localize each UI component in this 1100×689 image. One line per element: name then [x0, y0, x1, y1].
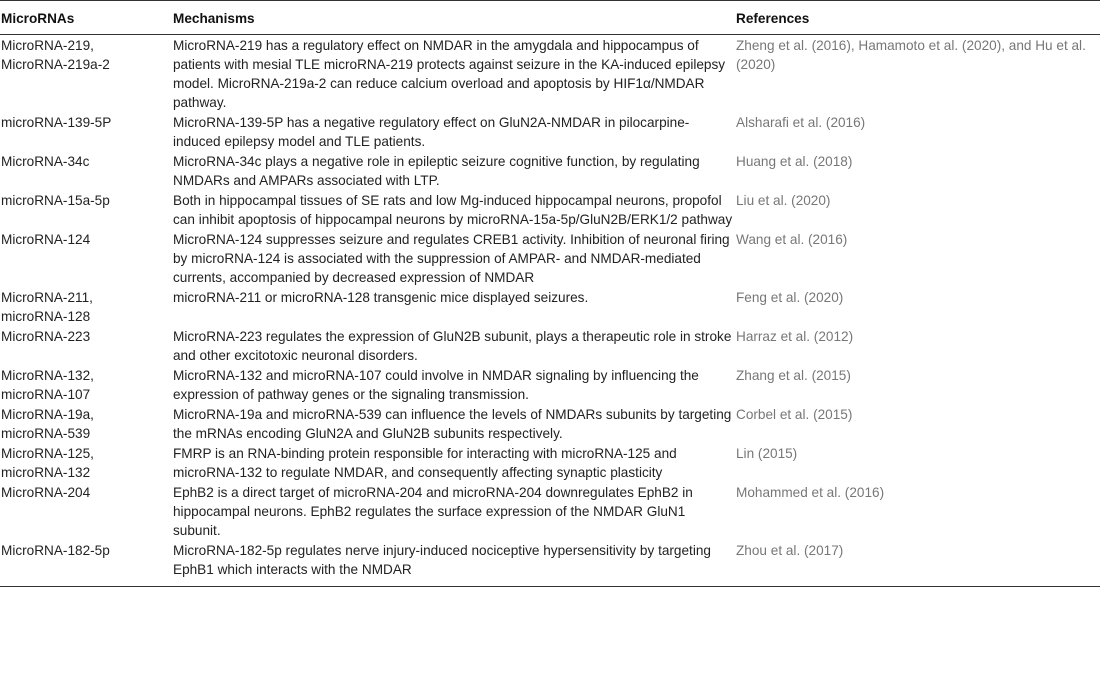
mechanism-cell: MicroRNA-34c plays a negative role in epileptic seizure cognitive function, by regulating NMDARs and AMPARs associated with LTP.	[173, 154, 700, 188]
table-row	[0, 190, 1100, 229]
microrna-cell: MicroRNA-19a, microRNA-539	[1, 407, 94, 441]
mechanism-cell: MicroRNA-182-5p regulates nerve injury-induced nociceptive hypersensitivity by targeting EphB1 which interacts with the NMDAR	[173, 540, 736, 587]
reference-cell: Harraz et al. (2012)	[736, 329, 854, 344]
mechanism-cell: MicroRNA-223 regulates the expression of GluN2B subunit, plays a therapeutic role in stroke and other excitotoxic neuronal disorders.	[173, 329, 732, 363]
table-row	[0, 365, 1100, 404]
reference-cell: Lin (2015)	[736, 446, 798, 461]
reference-cell: Zhang et al. (2015)	[736, 368, 851, 383]
header-row	[0, 1, 1100, 35]
microrna-cell: MicroRNA-211, microRNA-128	[1, 290, 93, 324]
table-row	[0, 326, 1100, 365]
mechanism-cell: Both in hippocampal tissues of SE rats and low Mg-induced hippocampal neurons, propofol can inhibit apoptosis of hippocampal neurons by microRNA-15a-5p/GluN2B/ERK1/2 pathway	[173, 193, 733, 227]
mechanism-cell: FMRP is an RNA-binding protein responsible for interacting with microRNA-125 and microRNA-132 to regulate NMDAR, and consequently affecting synaptic plasticity	[173, 446, 677, 480]
table-row	[0, 229, 1100, 287]
microrna-cell: MicroRNA-223	[1, 329, 91, 344]
mechanism-cell: MicroRNA-132 and microRNA-107 could involve in NMDAR signaling by influencing the expression of pathway genes or the signaling transmission.	[173, 368, 699, 402]
table-row	[0, 35, 1100, 113]
reference-cell: Zheng et al. (2016), Hamamoto et al. (2020), and Hu et al. (2020)	[736, 38, 1086, 72]
table-row	[0, 443, 1100, 482]
table-row	[0, 112, 1100, 151]
microrna-cell: MicroRNA-182-5p	[0, 540, 173, 587]
reference-cell: Alsharafi et al. (2016)	[736, 115, 866, 130]
microrna-cell: microRNA-139-5P	[1, 115, 112, 130]
table-row	[0, 540, 1100, 587]
mechanism-cell: EphB2 is a direct target of microRNA-204 and microRNA-204 downregulates EphB2 in hippocampal neurons. EphB2 regulates the surface expression of the NMDAR GluN1 subunit.	[173, 485, 693, 538]
mechanism-cell: microRNA-211 or microRNA-128 transgenic mice displayed seizures.	[173, 290, 589, 305]
table-row	[0, 287, 1100, 326]
header-microrna: MicroRNAs	[0, 1, 173, 35]
microrna-cell: MicroRNA-34c	[1, 154, 90, 169]
table-row	[0, 404, 1100, 443]
reference-cell: Zhou et al. (2017)	[736, 540, 1100, 587]
table-row	[0, 482, 1100, 540]
table-header	[0, 1, 1100, 35]
microrna-cell: microRNA-15a-5p	[1, 193, 110, 208]
microrna-cell: MicroRNA-132, microRNA-107	[1, 368, 94, 402]
mechanism-cell: MicroRNA-139-5P has a negative regulatory effect on GluN2A-NMDAR in pilocarpine-induced epilepsy model and TLE patients.	[173, 115, 690, 149]
mechanism-cell: MicroRNA-124 suppresses seizure and regulates CREB1 activity. Inhibition of neuronal firing by microRNA-124 is associated with the suppression of AMPAR- and NMDAR-mediated currents, accompanied by decreased expression of NMDAR	[173, 232, 730, 285]
reference-cell: Mohammed et al. (2016)	[736, 485, 885, 500]
microrna-cell: MicroRNA-219, MicroRNA-219a-2	[1, 38, 110, 72]
reference-cell: Corbel et al. (2015)	[736, 407, 853, 422]
microrna-cell: MicroRNA-204	[1, 485, 91, 500]
header-references: References	[736, 1, 1100, 35]
microrna-cell: MicroRNA-124	[1, 232, 91, 247]
reference-cell: Feng et al. (2020)	[736, 290, 844, 305]
mechanism-cell: MicroRNA-219 has a regulatory effect on NMDAR in the amygdala and hippocampus of patients with mesial TLE microRNA-219 protects against seizure in the KA-induced epilepsy model. MicroRNA-219a-2 can reduce calcium overload and apoptosis by HIF1α/NMDAR pathway.	[173, 38, 726, 110]
mechanism-cell: MicroRNA-19a and microRNA-539 can influence the levels of NMDARs subunits by targeting the mRNAs encoding GluN2A and GluN2B subunits respectively.	[173, 407, 732, 441]
microrna-cell: MicroRNA-125, microRNA-132	[1, 446, 94, 480]
table-row	[0, 151, 1100, 190]
reference-cell: Liu et al. (2020)	[736, 193, 831, 208]
reference-cell: Wang et al. (2016)	[736, 232, 848, 247]
table-body	[0, 35, 1100, 587]
header-mechanisms: Mechanisms	[173, 1, 736, 35]
reference-cell: Huang et al. (2018)	[736, 154, 853, 169]
